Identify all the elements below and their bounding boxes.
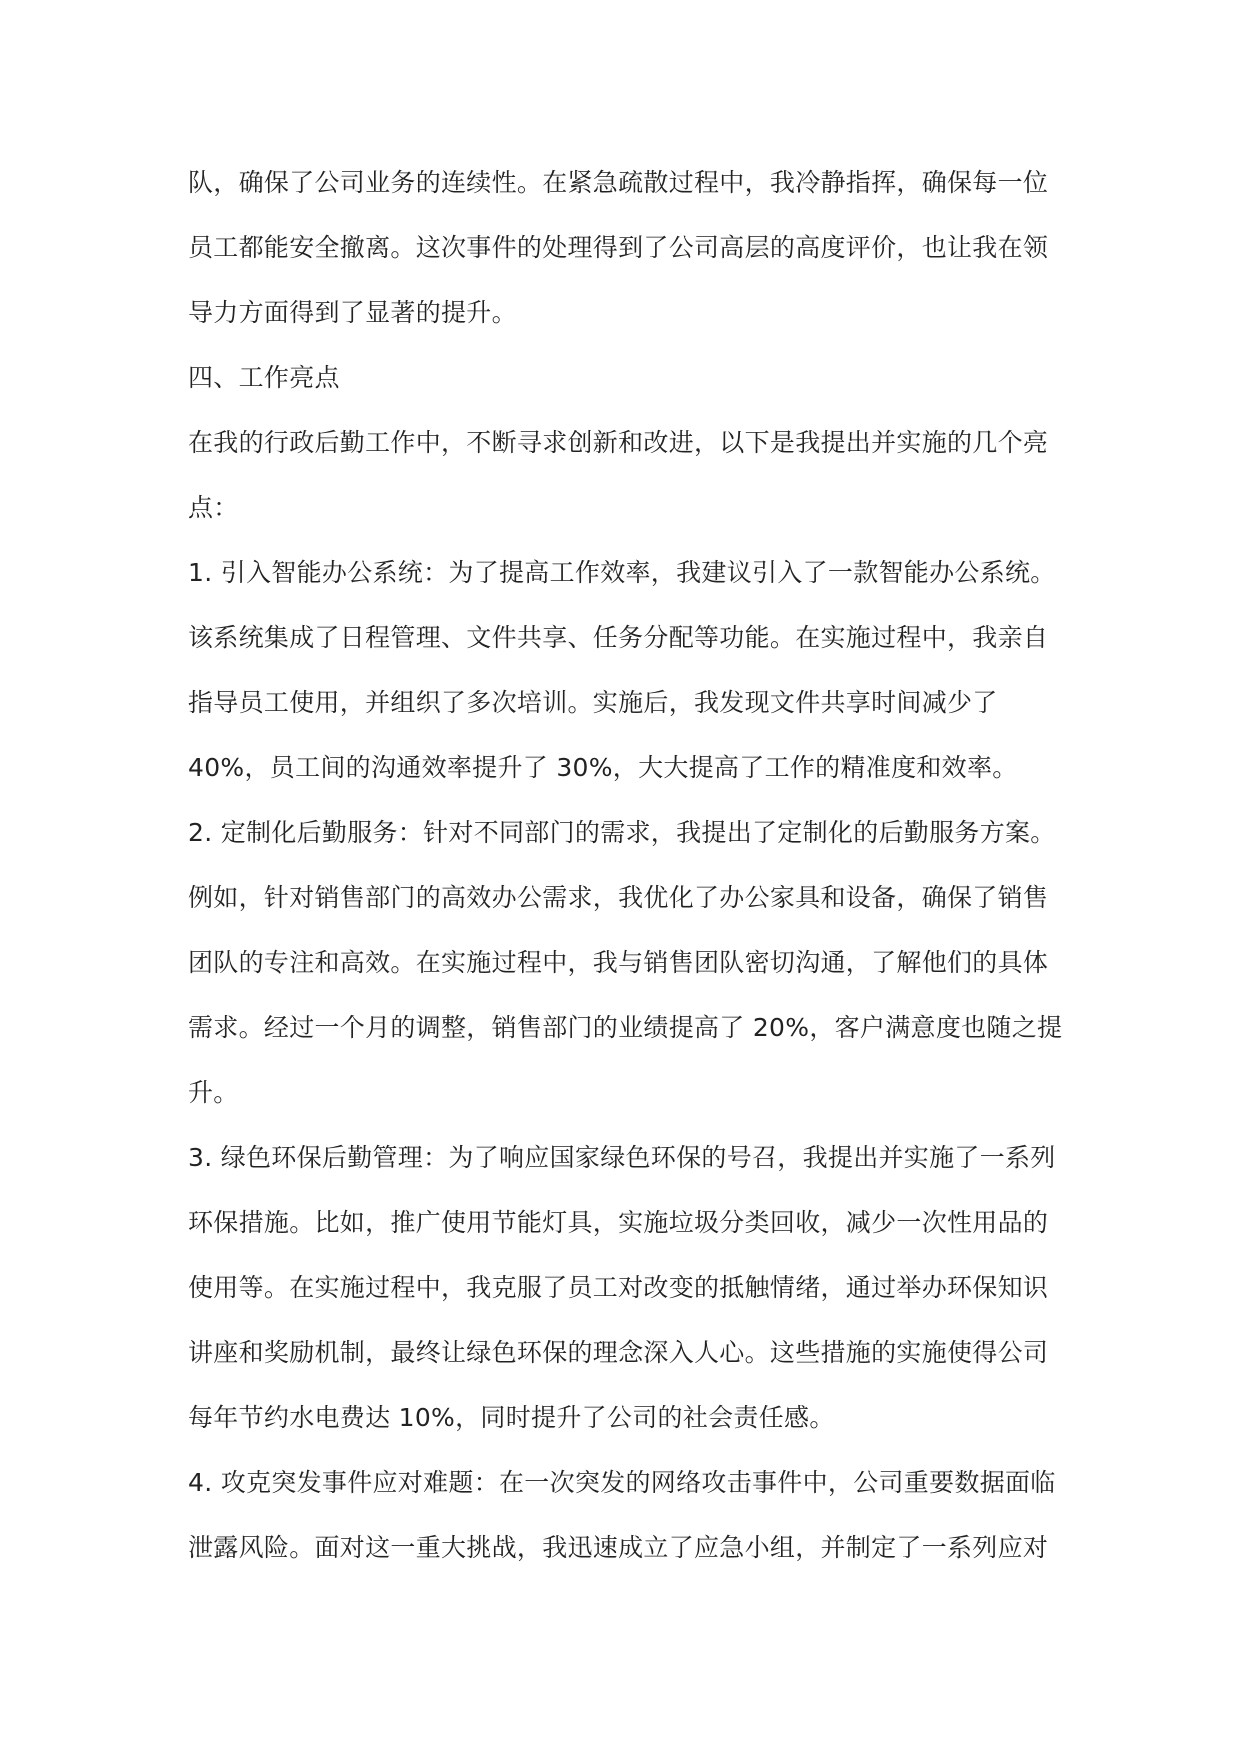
text-line: 导力方面得到了显著的提升。 [188,298,517,327]
text-line: 在我的行政后勤工作中，不断寻求创新和改进，以下是我提出并实施的几个亮 [188,428,1049,457]
document-body [188,150,1068,1580]
list-item-line: 4. 攻克突发事件应对难题：在一次突发的网络攻击事件中，公司重要数据面临 [188,1468,1056,1497]
list-item-line: 1. 引入智能办公系统：为了提高工作效率，我建议引入了一款智能办公系统。 [188,558,1056,587]
text-line: 团队的专注和高效。在实施过程中，我与销售团队密切沟通，了解他们的具体 [188,948,1049,977]
text-line: 40%，员工间的沟通效率提升了 30%，大大提高了工作的精准度和效率。 [188,753,1018,782]
text-line: 升。 [188,1078,239,1107]
text-line: 泄露风险。面对这一重大挑战，我迅速成立了应急小组，并制定了一系列应对 [188,1533,1049,1562]
list-item-line: 3. 绿色环保后勤管理：为了响应国家绿色环保的号召，我提出并实施了一系列 [188,1143,1056,1172]
text-line: 需求。经过一个月的调整，销售部门的业绩提高了 20%，客户满意度也随之提 [188,1013,1063,1042]
text-line: 点： [188,493,239,522]
text-line: 队，确保了公司业务的连续性。在紧急疏散过程中，我冷静指挥，确保每一位 [188,168,1049,197]
text-line: 指导员工使用，并组织了多次培训。实施后，我发现文件共享时间减少了 [188,688,998,717]
text-line: 例如，针对销售部门的高效办公需求，我优化了办公家具和设备，确保了销售 [188,883,1049,912]
section-heading: 四、工作亮点 [188,363,340,392]
text-line: 该系统集成了日程管理、文件共享、任务分配等功能。在实施过程中，我亲自 [188,623,1049,652]
text-line: 使用等。在实施过程中，我克服了员工对改变的抵触情绪，通过举办环保知识 [188,1273,1049,1302]
list-item-line: 2. 定制化后勤服务：针对不同部门的需求，我提出了定制化的后勤服务方案。 [188,818,1056,847]
text-line: 员工都能安全撤离。这次事件的处理得到了公司高层的高度评价，也让我在领 [188,233,1049,262]
text-line: 讲座和奖励机制，最终让绿色环保的理念深入人心。这些措施的实施使得公司 [188,1338,1049,1367]
text-line: 环保措施。比如，推广使用节能灯具，实施垃圾分类回收，减少一次性用品的 [188,1208,1049,1237]
text-line: 每年节约水电费达 10%，同时提升了公司的社会责任感。 [188,1403,835,1432]
